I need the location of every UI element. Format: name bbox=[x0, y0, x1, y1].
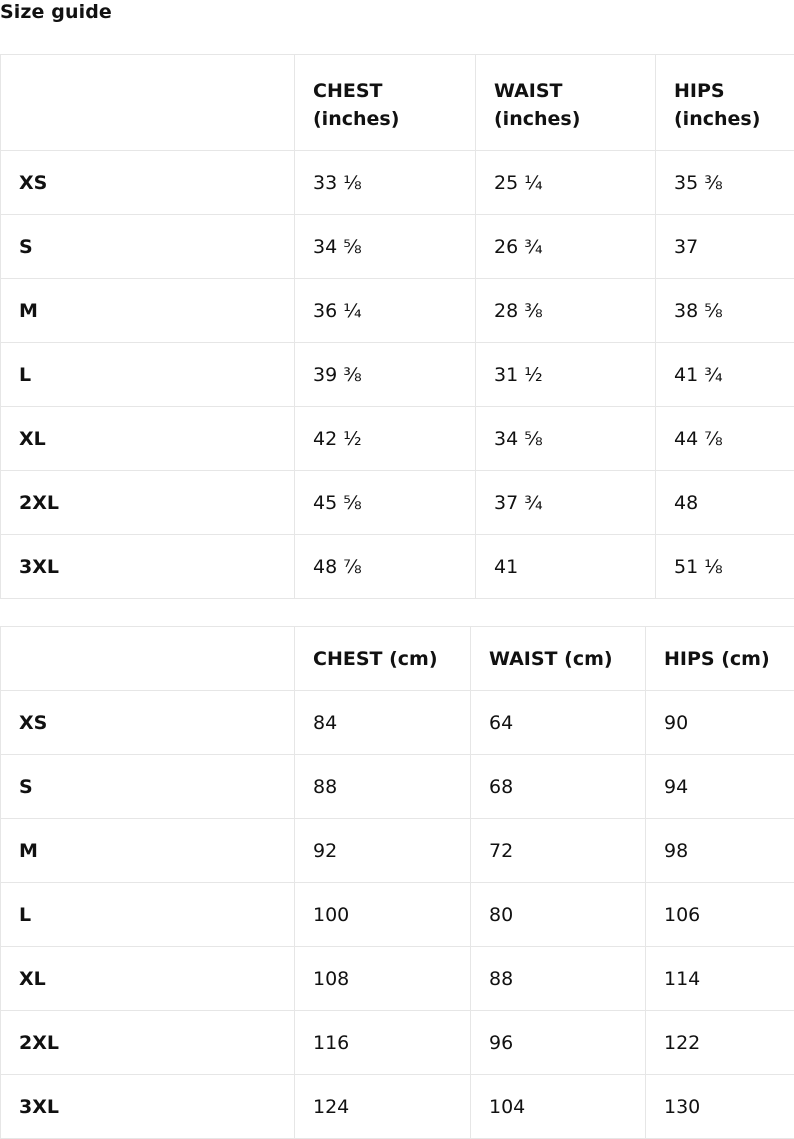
header-hips-line-2: (inches) bbox=[674, 105, 794, 133]
size-label: 2XL bbox=[1, 1011, 295, 1075]
chest-value: 34 ⅝ bbox=[295, 215, 476, 279]
header-hips-line-1: HIPS bbox=[674, 77, 794, 105]
chest-value: 116 bbox=[295, 1011, 471, 1075]
table-row bbox=[1, 279, 794, 343]
header-waist-cm: WAIST (cm) bbox=[471, 627, 646, 691]
table-row bbox=[1, 343, 794, 407]
table-row bbox=[1, 883, 794, 947]
chest-value: 88 bbox=[295, 755, 471, 819]
hips-value: 130 bbox=[646, 1075, 794, 1139]
waist-value: 88 bbox=[471, 947, 646, 1011]
size-label: XS bbox=[1, 691, 295, 755]
hips-value: 41 ¾ bbox=[656, 343, 794, 407]
table-header-row bbox=[1, 627, 794, 691]
size-label: M bbox=[1, 279, 295, 343]
table-row bbox=[1, 471, 794, 535]
table-header-row bbox=[1, 55, 794, 151]
hips-value: 94 bbox=[646, 755, 794, 819]
table-row bbox=[1, 1075, 794, 1139]
size-label: M bbox=[1, 819, 295, 883]
chest-value: 84 bbox=[295, 691, 471, 755]
hips-value: 48 bbox=[656, 471, 794, 535]
hips-value: 37 bbox=[656, 215, 794, 279]
waist-value: 28 ⅜ bbox=[476, 279, 656, 343]
waist-value: 72 bbox=[471, 819, 646, 883]
size-label: XS bbox=[1, 151, 295, 215]
waist-value: 34 ⅝ bbox=[476, 407, 656, 471]
header-hips-inches bbox=[656, 55, 794, 151]
size-label: 3XL bbox=[1, 535, 295, 599]
size-label: S bbox=[1, 215, 295, 279]
waist-value: 41 bbox=[476, 535, 656, 599]
size-table-inches bbox=[0, 54, 794, 599]
header-waist-line-1: WAIST bbox=[494, 77, 655, 105]
chest-value: 39 ⅜ bbox=[295, 343, 476, 407]
hips-value: 44 ⅞ bbox=[656, 407, 794, 471]
header-waist-inches bbox=[476, 55, 656, 151]
waist-value: 25 ¼ bbox=[476, 151, 656, 215]
chest-value: 45 ⅝ bbox=[295, 471, 476, 535]
table-row bbox=[1, 151, 794, 215]
waist-value: 96 bbox=[471, 1011, 646, 1075]
hips-value: 35 ⅜ bbox=[656, 151, 794, 215]
header-chest-line-2: (inches) bbox=[313, 105, 475, 133]
size-label: XL bbox=[1, 947, 295, 1011]
table-row bbox=[1, 755, 794, 819]
hips-value: 90 bbox=[646, 691, 794, 755]
waist-value: 104 bbox=[471, 1075, 646, 1139]
chest-value: 124 bbox=[295, 1075, 471, 1139]
chest-value: 42 ½ bbox=[295, 407, 476, 471]
size-label: L bbox=[1, 883, 295, 947]
waist-value: 68 bbox=[471, 755, 646, 819]
hips-value: 38 ⅝ bbox=[656, 279, 794, 343]
header-chest-line-1: CHEST bbox=[313, 77, 475, 105]
table-row bbox=[1, 819, 794, 883]
size-label: 2XL bbox=[1, 471, 295, 535]
size-table-cm bbox=[0, 626, 794, 1139]
waist-value: 64 bbox=[471, 691, 646, 755]
waist-value: 37 ¾ bbox=[476, 471, 656, 535]
table-row bbox=[1, 691, 794, 755]
table-row bbox=[1, 535, 794, 599]
waist-value: 80 bbox=[471, 883, 646, 947]
header-chest-inches bbox=[295, 55, 476, 151]
table-row bbox=[1, 215, 794, 279]
chest-value: 36 ¼ bbox=[295, 279, 476, 343]
size-label: S bbox=[1, 755, 295, 819]
chest-value: 92 bbox=[295, 819, 471, 883]
size-label: XL bbox=[1, 407, 295, 471]
hips-value: 122 bbox=[646, 1011, 794, 1075]
header-size-blank bbox=[1, 55, 295, 151]
size-label: L bbox=[1, 343, 295, 407]
waist-value: 31 ½ bbox=[476, 343, 656, 407]
hips-value: 114 bbox=[646, 947, 794, 1011]
header-chest-cm: CHEST (cm) bbox=[295, 627, 471, 691]
hips-value: 51 ⅛ bbox=[656, 535, 794, 599]
hips-value: 106 bbox=[646, 883, 794, 947]
table-row bbox=[1, 407, 794, 471]
hips-value: 98 bbox=[646, 819, 794, 883]
chest-value: 33 ⅛ bbox=[295, 151, 476, 215]
waist-value: 26 ¾ bbox=[476, 215, 656, 279]
table-row bbox=[1, 947, 794, 1011]
header-waist-line-2: (inches) bbox=[494, 105, 655, 133]
chest-value: 48 ⅞ bbox=[295, 535, 476, 599]
chest-value: 100 bbox=[295, 883, 471, 947]
header-hips-cm: HIPS (cm) bbox=[646, 627, 794, 691]
chest-value: 108 bbox=[295, 947, 471, 1011]
size-label: 3XL bbox=[1, 1075, 295, 1139]
header-size-blank bbox=[1, 627, 295, 691]
page-title: Size guide bbox=[0, 0, 112, 24]
table-row bbox=[1, 1011, 794, 1075]
